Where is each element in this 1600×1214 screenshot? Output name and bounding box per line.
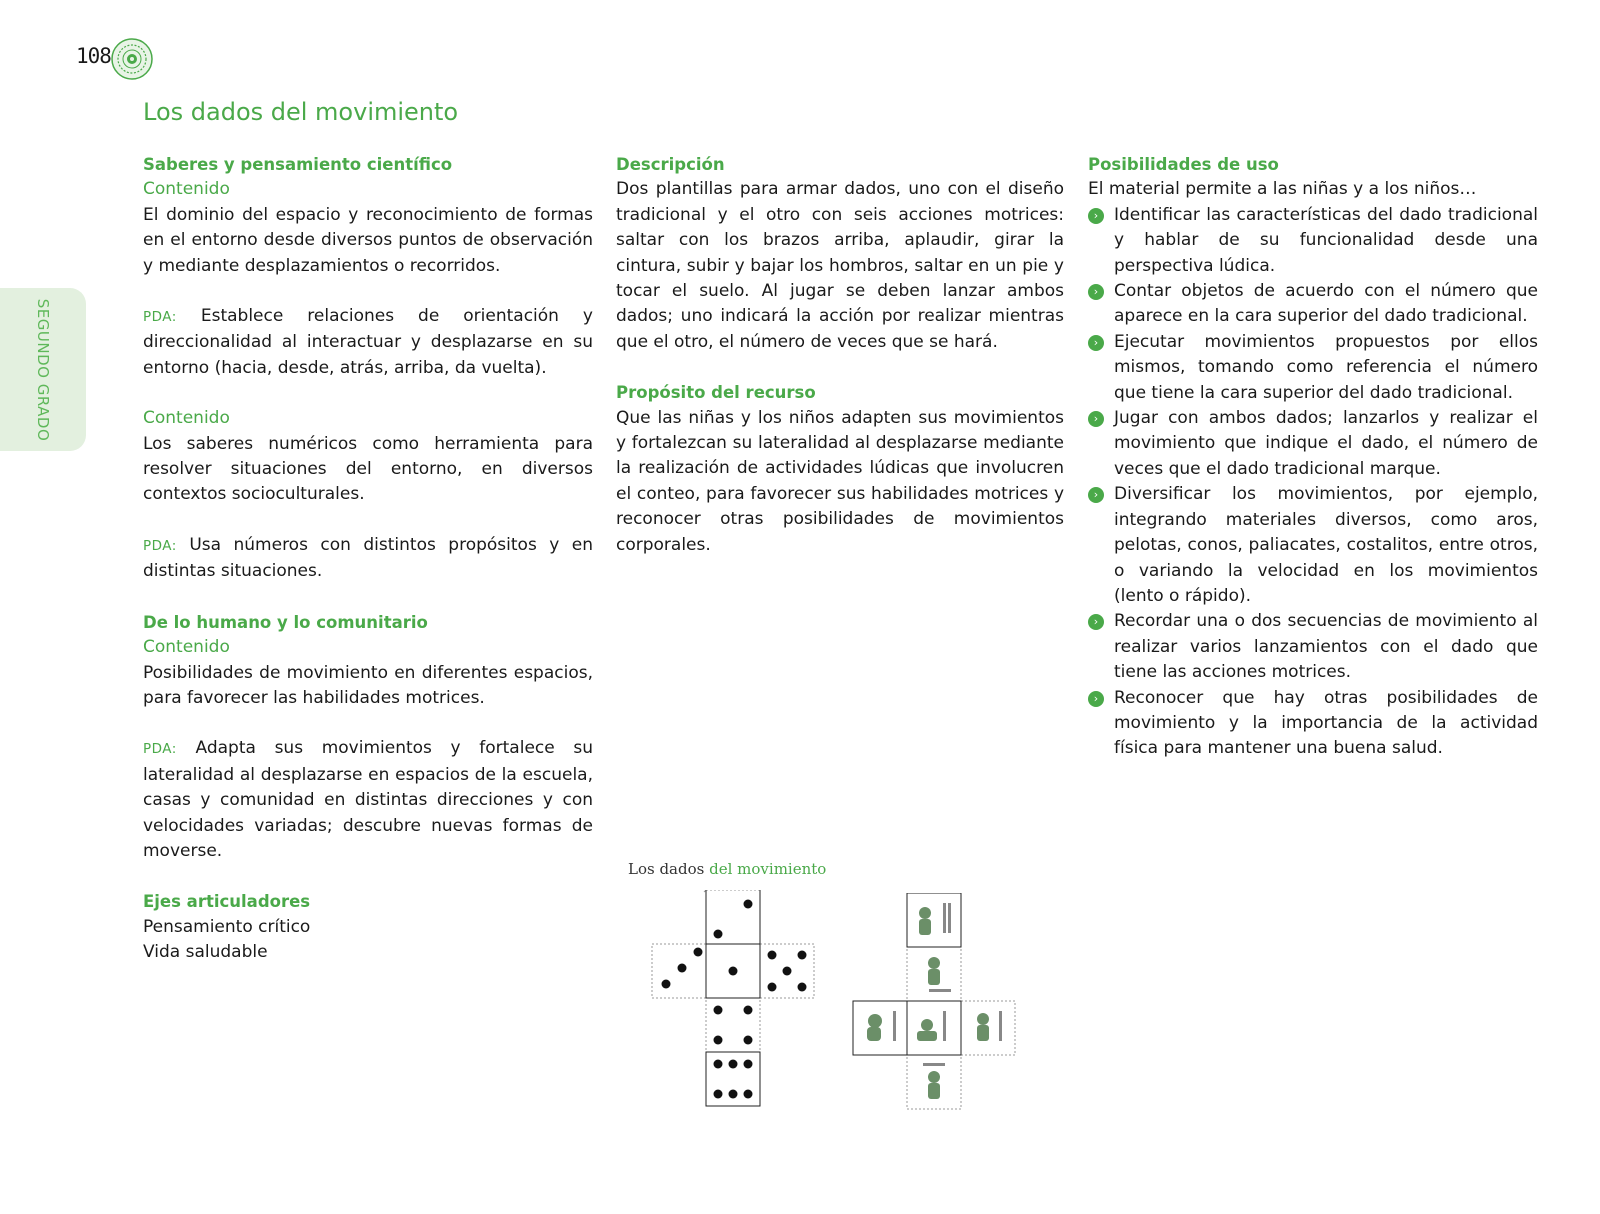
posibilidades-heading: Posibilidades de uso bbox=[1088, 155, 1279, 174]
arrow-bullet-icon: › bbox=[1088, 284, 1104, 300]
eje-item: Pensamiento crítico bbox=[143, 916, 311, 937]
contenido-label: Contenido bbox=[143, 179, 230, 200]
pda-text: Adapta sus movimientos y fortalece su lateralidad al desplazarse en espacios de la escuela, casas y comunidad en distintas direcciones y con velocidades variadas; descubre nuevas formas de moverse. bbox=[143, 738, 593, 861]
arrow-bullet-icon: › bbox=[1088, 487, 1104, 503]
page-title: Los dados del movimiento bbox=[143, 98, 459, 126]
list-item: › Recordar una o dos secuencias de movimiento al realizar varios lanzamientos con el dado que tiene las acciones motrices. bbox=[1088, 609, 1538, 685]
grade-label: SEGUNDO GRADO bbox=[34, 298, 52, 441]
section-heading: Saberes y pensamiento científico bbox=[143, 155, 453, 174]
list-item: › Diversificar los movimientos, por ejemplo, integrando materiales diversos, como aros, pelotas, conos, paliacates, costalitos, entre otros, o variando la velocidad en los movimientos (lento o rápido). bbox=[1088, 482, 1538, 609]
actions-die-template-image bbox=[845, 893, 1035, 1128]
proposito-text: Que las niñas y los niños adapten sus movimientos y fortalezcan su lateralidad al desplazarse mediante la realización de actividades lúdicas que involucren el conteo, para favorecer sus habilidades motrices y reconocer otras posibilidades de movimientos corporales. bbox=[616, 407, 1064, 555]
pda-text: Establece relaciones de orientación y direccionalidad al interactuar y desplazarse en su entorno (hacia, desde, atrás, arriba, da vuelta). bbox=[143, 306, 593, 378]
arrow-bullet-icon: › bbox=[1088, 411, 1104, 427]
list-item: › Ejecutar movimientos propuestos por ellos mismos, tomando como referencia el número que tiene la cara superior del dado tradicional. bbox=[1088, 330, 1538, 406]
section-heading: De lo humano y lo comunitario bbox=[143, 612, 428, 632]
pda-text: Usa números con distintos propósitos y en distintas situaciones. bbox=[143, 534, 594, 582]
pda-label: PDA: bbox=[143, 537, 177, 554]
figure-title: Los dados del movimiento bbox=[628, 860, 827, 878]
pda-label: PDA: bbox=[143, 741, 177, 758]
column-descripcion bbox=[616, 152, 1064, 558]
emblem-icon bbox=[111, 38, 153, 80]
pda-paragraph bbox=[143, 304, 593, 381]
page-number: 108 bbox=[76, 44, 111, 68]
traditional-die-template-image bbox=[640, 890, 840, 1115]
contenido-text: El dominio del espacio y reconocimiento de formas en el entorno desde diversos puntos de observación y mediante desplazamientos o recorridos. bbox=[143, 204, 593, 276]
pda-paragraph bbox=[143, 736, 593, 864]
contenido-label: Contenido bbox=[143, 408, 230, 429]
pda-paragraph bbox=[143, 533, 593, 585]
descripcion-text: Dos plantillas para armar dados, uno con el diseño tradicional y el otro con seis acciones motrices: saltar con los brazos arriba, aplaudir, girar la cintura, subir y bajar los hombros, saltar en un pie y tocar el suelo. Al jugar se deben lanzar ambos dados; uno indicará la acción por realizar mientras que el otro, el número de veces que se hará. bbox=[616, 179, 1064, 352]
arrow-bullet-icon: › bbox=[1088, 614, 1104, 630]
contenido-label: Contenido bbox=[143, 637, 230, 658]
proposito-heading: Propósito del recurso bbox=[616, 383, 816, 403]
list-item: › Reconocer que hay otras posibilidades de movimiento y la importancia de la actividad física para mantener una buena salud. bbox=[1088, 686, 1538, 762]
contenido-text: Posibilidades de movimiento en diferentes espacios, para favorecer las habilidades motrices. bbox=[143, 662, 593, 708]
arrow-bullet-icon: › bbox=[1088, 335, 1104, 351]
list-item: › Jugar con ambos dados; lanzarlos y realizar el movimiento que indique el dado, el número de veces que el dado tradicional marque. bbox=[1088, 406, 1538, 482]
column-posibilidades bbox=[1088, 152, 1538, 762]
list-item: › Contar objetos de acuerdo con el número que aparece en la cara superior del dado tradicional. bbox=[1088, 279, 1538, 330]
arrow-bullet-icon: › bbox=[1088, 208, 1104, 224]
posibilidades-list bbox=[1088, 203, 1538, 762]
grade-side-tab bbox=[0, 288, 86, 451]
descripcion-heading: Descripción bbox=[616, 155, 725, 174]
contenido-text: Los saberes numéricos como herramienta para resolver situaciones del entorno, en diversos contextos socioculturales. bbox=[143, 433, 593, 505]
posibilidades-intro: El material permite a las niñas y a los niños… bbox=[1088, 179, 1477, 200]
column-saberes bbox=[143, 152, 593, 966]
list-item: › Identificar las características del dado tradicional y hablar de su funcionalidad desde una perspectiva lúdica. bbox=[1088, 203, 1538, 279]
arrow-bullet-icon: › bbox=[1088, 691, 1104, 707]
pda-label: PDA: bbox=[143, 309, 177, 326]
eje-item: Vida saludable bbox=[143, 942, 268, 963]
ejes-heading: Ejes articuladores bbox=[143, 892, 311, 912]
